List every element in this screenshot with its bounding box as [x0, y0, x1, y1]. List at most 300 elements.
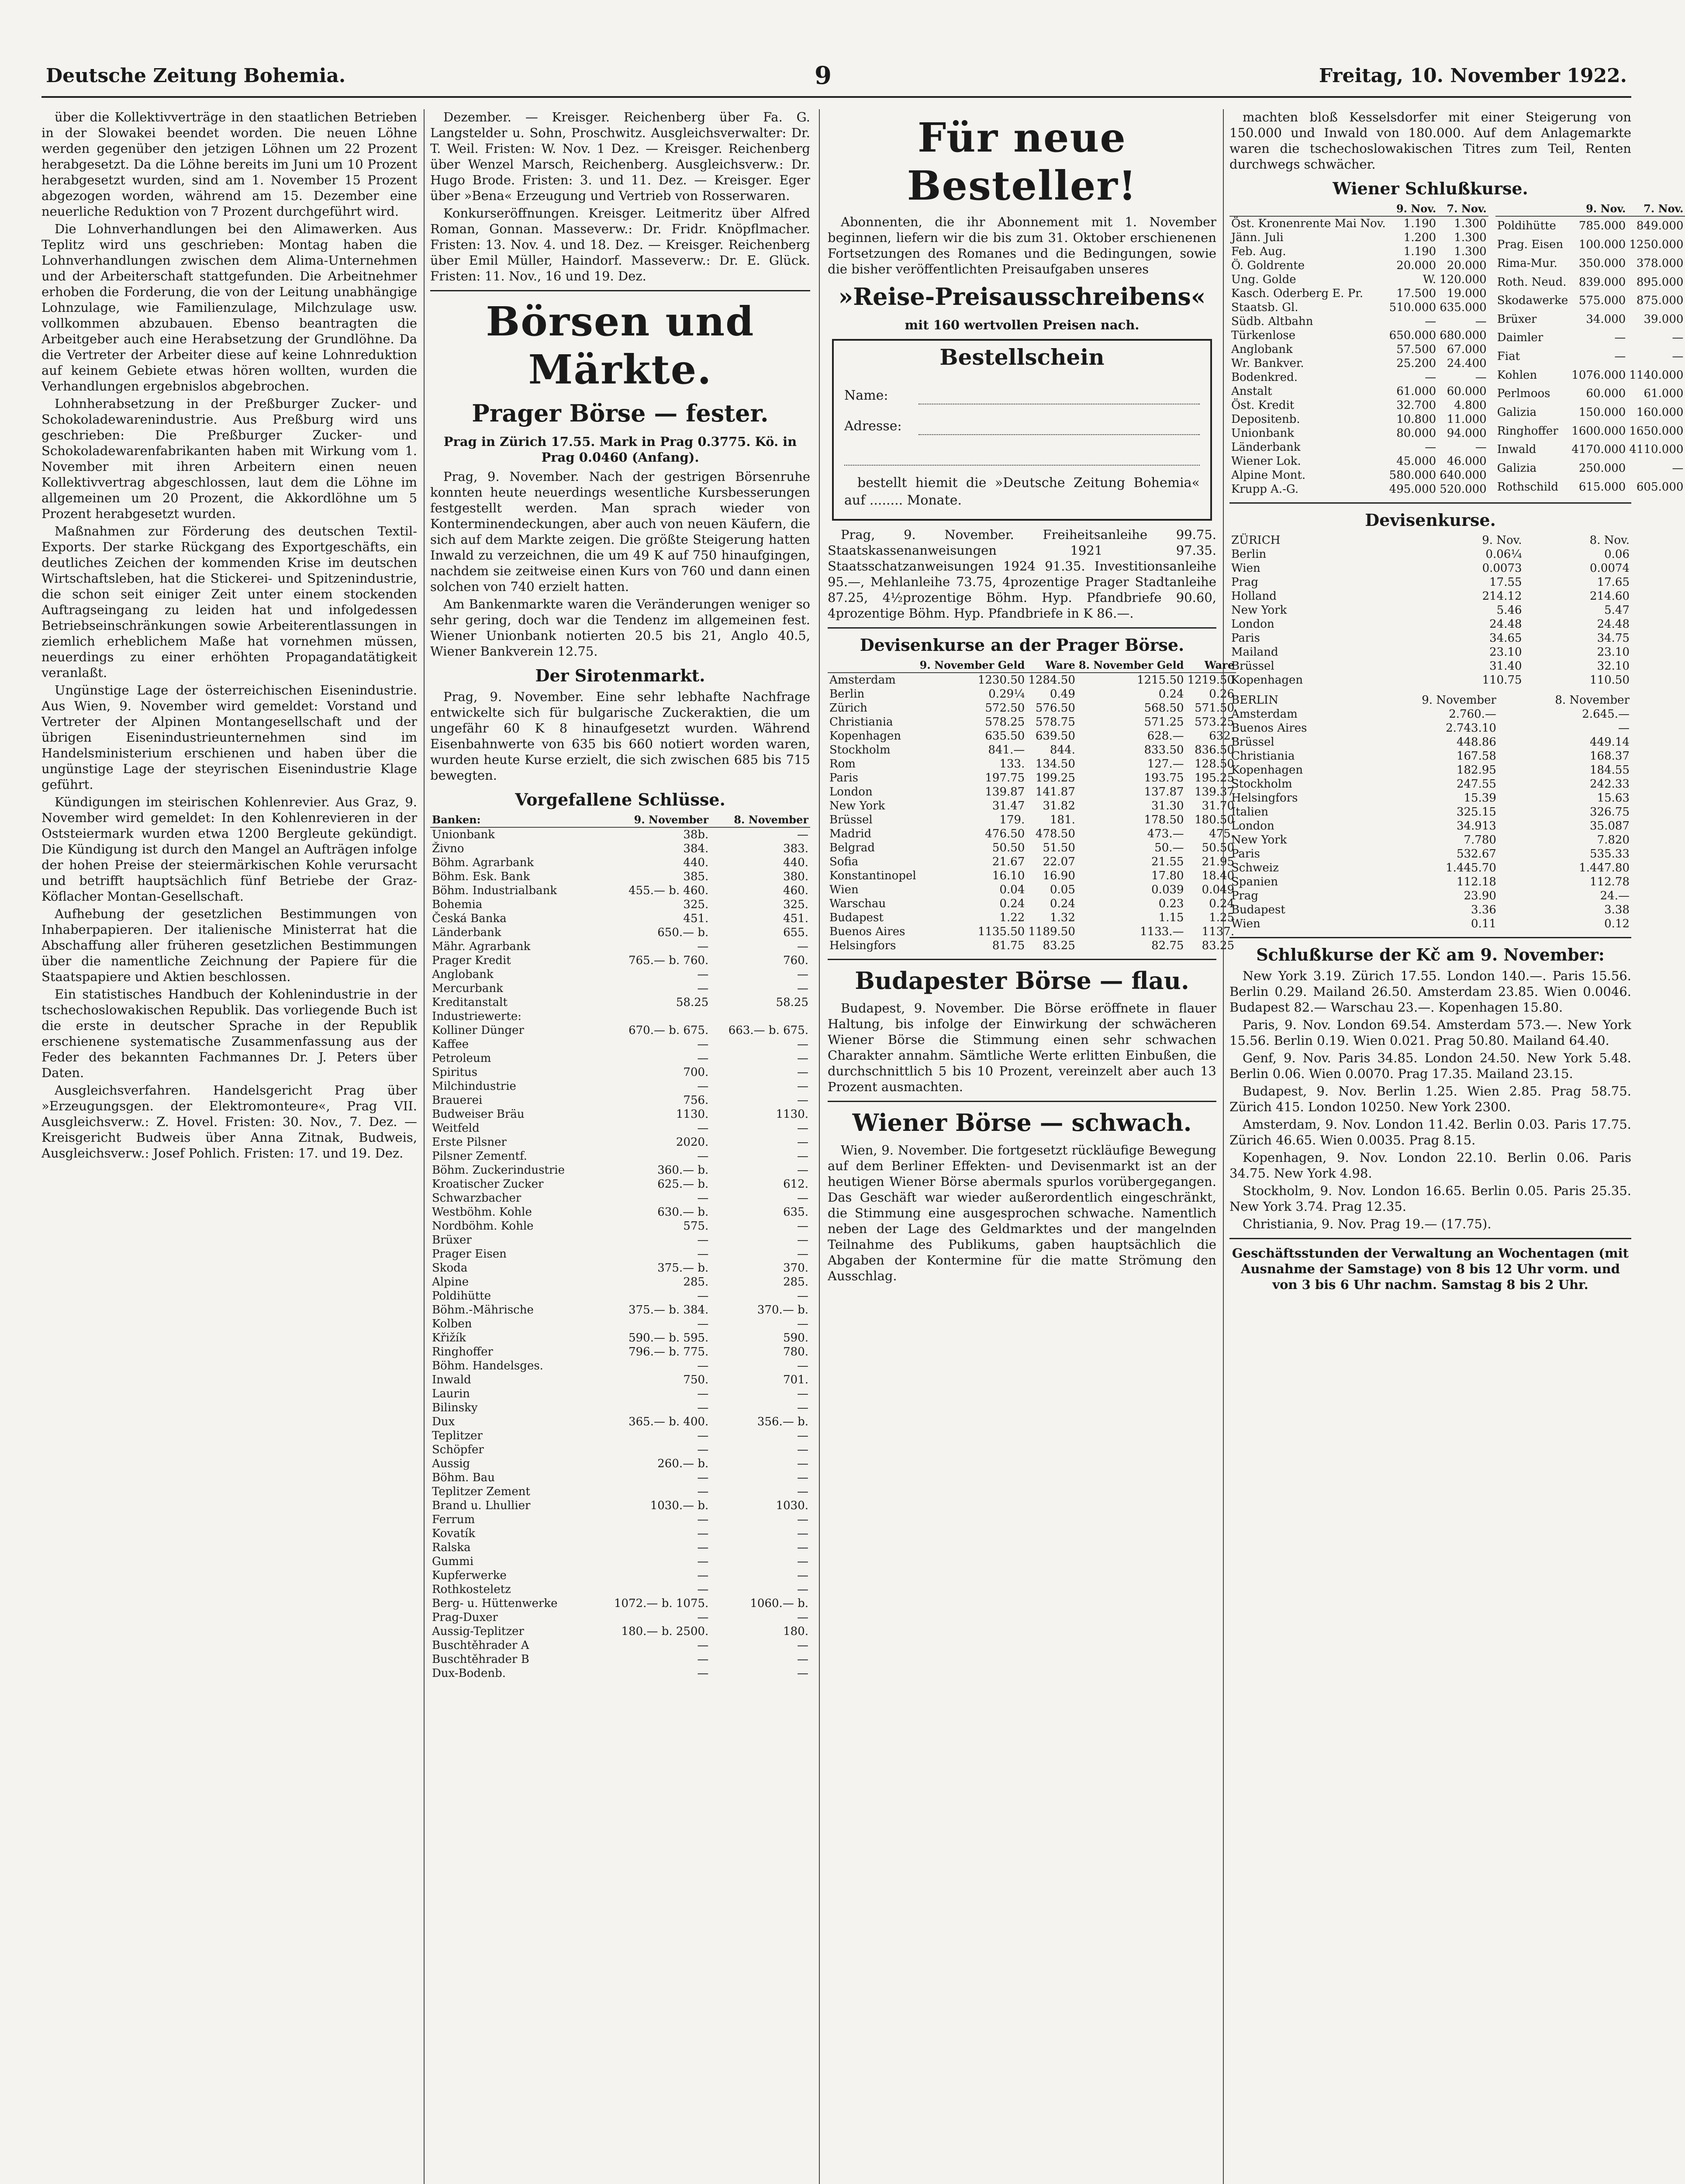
table-cell: Kroatischer Zucker: [432, 1178, 544, 1191]
table-cell: Anstalt: [1231, 385, 1272, 398]
table-cell: Ö. Goldrente: [1231, 259, 1305, 272]
article-paragraph: Kündigungen im steirischen Kohlenrevier. Aus Graz, 9. November wird gemeldet: In den Kohlenrevieren in der Oststeiermark wurden etwa 1200 Bergleute gekündigt. Die Kündigung ist durch den Mangel an Aufträgen infolge der hohen Preise der steiermärkischen Kohle verursacht und betrifft hauptsächlich fünf Betriebe der Graz-Köflacher Montan-Gesellschaft.: [41, 795, 417, 904]
column-2: [430, 109, 810, 2184]
market-paragraph: New York 3.19. Zürich 17.55. London 140.—. Paris 15.56. Berlin 0.29. Mailand 26.50. Amsterdam 23.85. Wien 0.0046. Budapest 82.— Warschau 23.—. Kopenhagen 15.80.: [1229, 968, 1631, 1015]
table-row: [828, 841, 1236, 855]
table-row: [430, 1191, 810, 1205]
table-cell: 1189.50: [1028, 925, 1075, 938]
table-cell: 2.760.—: [1449, 708, 1496, 721]
table-cell: Rothkosteletz: [432, 1583, 511, 1596]
order-name-line[interactable]: [844, 374, 1200, 404]
table-cell: 875.000: [1636, 294, 1684, 308]
table-cell: 475.: [1209, 827, 1235, 840]
table-cell: 841.—: [988, 743, 1025, 757]
table-cell: —: [797, 1094, 808, 1107]
table-row: [1229, 693, 1631, 707]
table-cell: 112.78: [1590, 875, 1630, 888]
table-cell: 285.: [783, 1275, 808, 1289]
table-cell: 24.48: [1597, 618, 1630, 631]
table-cell: 214.12: [1482, 590, 1522, 603]
table-cell: —: [797, 1583, 808, 1596]
table-row: [1229, 917, 1631, 931]
table-cell: 495.000: [1389, 483, 1436, 496]
kc-closing-title: Schlußkurse der Kč am 9. November:: [1256, 945, 1605, 964]
table-cell: 1650.000: [1629, 424, 1684, 438]
closing-table: [430, 813, 810, 1680]
table-cell: 325.: [783, 898, 808, 911]
table-row: [1229, 342, 1488, 356]
table-cell: Prag: [1231, 576, 1259, 589]
table-cell: ZÜRICH: [1231, 534, 1281, 547]
table-row: [828, 701, 1236, 715]
table-cell: Ferrum: [432, 1513, 475, 1526]
table-cell: Budapest: [1231, 903, 1285, 916]
table-row: [828, 911, 1236, 925]
table-cell: 1.190: [1403, 217, 1436, 230]
table-cell: 590.: [783, 1331, 808, 1344]
table-cell: 25.200: [1396, 357, 1436, 370]
table-cell: —: [697, 1150, 709, 1163]
table-cell: 575.000: [1578, 294, 1626, 308]
table-cell: —: [1614, 350, 1626, 363]
table-cell: 760.: [783, 954, 808, 967]
table-cell: Kolben: [432, 1317, 472, 1330]
table-cell: 839.000: [1578, 275, 1626, 289]
table-cell: —: [697, 1653, 709, 1666]
table-cell: 476.50: [985, 827, 1025, 840]
table-cell: 473.—: [1147, 827, 1184, 840]
table-cell: Buschtěhrader B: [432, 1653, 529, 1666]
table-cell: —: [697, 1080, 709, 1093]
table-cell: —: [1425, 371, 1436, 384]
table-cell: Anglobank: [1231, 343, 1293, 356]
table-row: [1229, 575, 1631, 589]
table-cell: Amsterdam: [1231, 708, 1298, 721]
table-cell: 1600.000: [1571, 424, 1626, 438]
table-cell: —: [697, 1248, 709, 1261]
table-cell: Wien: [829, 883, 859, 896]
table-cell: Inwald: [1497, 443, 1537, 456]
table-cell: 1.25: [1209, 911, 1235, 924]
table-cell: 51.50: [1043, 841, 1075, 854]
table-cell: Rima-Mur.: [1497, 256, 1557, 270]
table-row: [430, 1485, 810, 1499]
table-cell: 478.50: [1035, 827, 1075, 840]
table-cell: 0.24: [999, 897, 1025, 910]
table-row: [430, 1023, 810, 1037]
table-row: [430, 1499, 810, 1513]
table-cell: Kopenhagen: [1231, 764, 1303, 777]
table-row: [430, 898, 810, 912]
table-cell: 18.40: [1202, 869, 1235, 882]
table-cell: —: [797, 1555, 808, 1568]
table-row: [430, 827, 810, 842]
table-cell: Westböhm. Kohle: [432, 1206, 532, 1219]
order-name-field[interactable]: [918, 390, 1200, 404]
table-cell: 20.000: [1396, 259, 1436, 272]
order-extra-field[interactable]: [844, 452, 1200, 466]
table-cell: —: [697, 1122, 709, 1135]
table-cell: 590.— b. 595.: [628, 1331, 709, 1344]
table-cell: 448.86: [1456, 736, 1496, 749]
table-row: [430, 1233, 810, 1247]
table-row: [1229, 673, 1631, 687]
table-cell: 167.58: [1456, 750, 1496, 763]
table-cell: 0.039: [1151, 883, 1184, 896]
table-cell: 110.75: [1482, 674, 1522, 687]
table-cell: Galizia: [1497, 406, 1537, 419]
table-row: [1495, 384, 1685, 403]
table-cell: 440.: [683, 856, 709, 869]
table-cell: 34.913: [1456, 819, 1496, 833]
table-cell: Alpine Mont.: [1231, 469, 1306, 482]
office-hours: Geschäftsstunden der Verwaltung an Wochentagen (mit Ausnahme der Samstage) von 8 bis 12 Uhr vorm. und von 3 bis 6 Uhr nachm. Samstag 8 bis 2 Uhr.: [1232, 1246, 1629, 1292]
table-cell: 1137.: [1202, 925, 1235, 938]
table-cell: 81.75: [992, 939, 1025, 952]
table-cell: 578.25: [985, 715, 1025, 729]
table-cell: 572.50: [985, 702, 1025, 715]
table-cell: 670.— b. 675.: [628, 1024, 709, 1037]
table-cell: Türkenlose: [1231, 329, 1296, 342]
table-cell: 120.000: [1440, 273, 1487, 286]
table-row: [828, 939, 1236, 953]
table-cell: 510.000: [1389, 301, 1436, 314]
table-cell: 1030.— b.: [650, 1499, 709, 1512]
table-row: [828, 673, 1236, 687]
table-cell: 0.0073: [1482, 562, 1522, 575]
closing-table-title: Vorgefallene Schlüsse.: [515, 790, 725, 809]
divider: [1229, 502, 1631, 504]
table-cell: 7.780: [1464, 833, 1496, 847]
table-row: [430, 1275, 810, 1289]
table-cell: —: [797, 1052, 808, 1065]
table-cell: Öst. Kredit: [1231, 399, 1295, 412]
table-cell: London: [1231, 618, 1274, 631]
table-row: [430, 968, 810, 981]
table-cell: 612.: [783, 1178, 808, 1191]
table-row: [430, 1303, 810, 1317]
table-cell: 383.: [783, 842, 808, 855]
table-cell: 1.190: [1403, 245, 1436, 258]
table-cell: Berg- u. Hüttenwerke: [432, 1597, 558, 1610]
table-cell: Bilinsky: [432, 1401, 478, 1414]
table-cell: —: [697, 1289, 709, 1303]
table-cell: Belgrad: [829, 841, 875, 854]
table-cell: Südb. Altbahn: [1231, 315, 1313, 328]
table-row: [430, 1373, 810, 1387]
table-row: [1229, 721, 1631, 735]
table-row: [1495, 291, 1685, 310]
table-row: [430, 1527, 810, 1541]
table-cell: —: [797, 1164, 808, 1177]
table-row: [430, 1555, 810, 1569]
table-row: [1229, 426, 1488, 440]
vienna-closing-tables: [1229, 202, 1684, 496]
table-cell: Staatsb. Gl.: [1231, 301, 1298, 314]
table-row: [1229, 749, 1631, 763]
table-header: 9. Nov.: [1570, 202, 1627, 216]
table-cell: Buenos Aires: [1231, 722, 1307, 735]
divider: [1229, 1238, 1631, 1239]
table-cell: 1284.50: [1028, 674, 1075, 687]
table-cell: —: [697, 1639, 709, 1652]
table-cell: 370.: [783, 1261, 808, 1275]
table-row: [1229, 805, 1631, 819]
table-cell: 100.000: [1578, 238, 1626, 252]
table-cell: 110.50: [1590, 674, 1630, 687]
table-cell: —: [1614, 331, 1626, 345]
table-cell: Petroleum: [432, 1052, 491, 1065]
table-cell: 796.— b. 775.: [628, 1345, 709, 1358]
table-cell: 325.15: [1456, 805, 1496, 819]
article-paragraph: Lohnherabsetzung in der Preßburger Zucker- und Schokoladewarenindustrie. Aus Preßburg wird uns geschrieben: Die Preßburger Zucker- und Schokoladewarenfabrikanten haben mit Wirkung vom 1. November mit ihren Arbeitern einen neuen Kollektivvertrag abgeschlossen, laut dem die Löhne im allgemeinen um 20 Prozent, die Akkordlöhne um 5 Prozent herabgesetzt wurden.: [41, 396, 417, 521]
table-row: [828, 855, 1236, 869]
table-row: [1229, 645, 1631, 659]
table-cell: Mercurbank: [432, 982, 503, 995]
table-cell: Böhm. Handelsges.: [432, 1359, 543, 1372]
table-row: [1229, 231, 1488, 245]
table-row: [430, 1652, 810, 1666]
table-cell: 0.24: [1158, 688, 1184, 701]
article-paragraph: Ein statistisches Handbuch der Kohlenindustrie in der tschechoslowakischen Republik. Das vorliegende Buch ist die erste in deutscher Sprache in der Republik erschienene systematische Zusammenfassung aus der Feder des bekannten Fachmannes Dr. J. Peters über Daten.: [41, 987, 417, 1080]
table-cell: Bodenkred.: [1231, 371, 1298, 384]
table-row: [1229, 659, 1631, 673]
order-blank-line[interactable]: [844, 435, 1200, 466]
article-paragraph: Am Bankenmarkte waren die Veränderungen weniger so sehr gering, doch war die Tendenz im allgemeinen fest. Wiener Unionbank notierten 20.5 bis 21, Anglo 40.5, Wiener Bankverein 12.75.: [430, 597, 810, 659]
table-cell: Poldihütte: [432, 1289, 491, 1303]
table-cell: —: [797, 1080, 808, 1093]
table-cell: Kopenhagen: [1231, 674, 1303, 687]
table-cell: 50.—: [1154, 841, 1184, 854]
table-cell: Zürich: [829, 702, 867, 715]
table-row: [1229, 533, 1631, 547]
column-rule: [819, 109, 820, 2184]
table-cell: 61.000: [1396, 385, 1436, 398]
table-cell: 756.: [683, 1094, 709, 1107]
table-row: [1229, 328, 1488, 342]
table-cell: 1130.: [676, 1108, 709, 1121]
table-cell: 83.25: [1202, 939, 1235, 952]
table-cell: 58.25: [676, 996, 709, 1009]
table-cell: 45.000: [1396, 455, 1436, 468]
table-row: [1229, 547, 1631, 561]
article-paragraph: Prag, 9. November. Freiheitsanleihe 99.75. Staatskassenanweisungen 1921 97.35. Staatsschatzanweisungen 1924 91.35. Investitionsanleihe 95.—, Mehlanleihe 73.75, 4prozentige Prager Stadtanleihe 87.25, 4½prozentige Böhm. Hyp. Pfandbriefe 90.60, 4prozentige Böhm. Hyp. Pfandbriefe in K 86.—.: [828, 527, 1216, 621]
table-cell: 0.06¼: [1485, 548, 1522, 561]
zurich-table: [1229, 533, 1631, 687]
table-row: [828, 883, 1236, 897]
table-cell: 844.: [1050, 743, 1075, 757]
table-cell: 5.47: [1604, 604, 1630, 617]
table-cell: 242.33: [1590, 778, 1630, 791]
table-cell: Kaffee: [432, 1038, 469, 1051]
table-row: [1229, 889, 1631, 903]
table-cell: Unionbank: [1231, 427, 1295, 440]
table-cell: Rothschild: [1497, 480, 1559, 494]
table-header: 8. November: [710, 813, 810, 827]
table-cell: 10.800: [1396, 413, 1436, 426]
market-paragraph: Kopenhagen, 9. Nov. London 22.10. Berlin 0.06. Paris 34.75. New York 4.98.: [1229, 1150, 1631, 1181]
table-cell: 31.40: [1489, 660, 1522, 673]
table-row: [430, 1541, 810, 1555]
table-cell: —: [1475, 315, 1487, 328]
table-cell: 1.15: [1158, 911, 1184, 924]
table-cell: Anglobank: [432, 968, 494, 981]
table-row: [828, 869, 1236, 883]
article-paragraph: Dezember. — Kreisger. Reichenberg über Fa. G. Langstelder u. Sohn, Proschwitz. Ausgleichsverwalter: Dr. T. Weil. Fristen: W. Nov. 1 Dez. — Kreisger. Reichenberg über Wenzel Marsch, Reichenberg. Ausgleichsverw.: Dr. Hugo Brode. Fristen: 3. und 11. Dez. — Kreisger. Eger über »Bena« Erzeugung und Vertrieb von Rosserwaren.: [430, 110, 810, 203]
table-cell: 16.10: [992, 869, 1025, 882]
table-cell: —: [797, 1150, 808, 1163]
table-cell: —: [1618, 722, 1630, 735]
table-cell: [593, 1009, 710, 1023]
table-cell: Sofia: [829, 855, 859, 868]
table-cell: 31.70: [1202, 799, 1235, 812]
table-cell: 1219.50: [1187, 674, 1235, 687]
table-row: [1229, 631, 1631, 645]
vienna-closing-table-right: [1495, 202, 1685, 496]
table-cell: 21.95: [1202, 855, 1235, 868]
table-row: [430, 1666, 810, 1680]
table-row: [430, 1107, 810, 1121]
table-row: [1229, 287, 1488, 301]
order-form-text: bestellt hiemit die »Deutsche Zeitung Bohemia« auf ........ Monate.: [844, 475, 1200, 508]
table-row: [1495, 422, 1685, 440]
table-row: [1229, 903, 1631, 917]
table-cell: —: [797, 1359, 808, 1372]
table-row: [1229, 847, 1631, 861]
table-cell: Roth. Neud.: [1497, 275, 1567, 289]
table-cell: Holland: [1231, 590, 1277, 603]
vienna-title: Wiener Börse — schwach.: [852, 1109, 1192, 1137]
table-row: [828, 897, 1236, 911]
table-cell: —: [1475, 371, 1487, 384]
table-cell: 199.25: [1035, 771, 1075, 784]
table-cell: 640.000: [1440, 469, 1487, 482]
table-cell: Perlmoos: [1497, 387, 1550, 401]
table-cell: Böhm. Agrarbank: [432, 856, 534, 869]
table-cell: 0.0074: [1590, 562, 1630, 575]
table-cell: Fiat: [1497, 350, 1520, 363]
table-cell: —: [797, 828, 808, 841]
table-row: [828, 715, 1236, 729]
table-cell: 160.000: [1636, 406, 1684, 419]
table-row: [430, 1624, 810, 1638]
table-row: [1229, 833, 1631, 847]
table-row: [430, 1149, 810, 1163]
table-cell: 655.: [783, 926, 808, 939]
table-row: [430, 1443, 810, 1457]
article-paragraph: Die Lohnverhandlungen bei den Alimawerken. Aus Teplitz wird uns geschrieben: Montag haben die Lohnverhandlungen zwischen dem Alima-Unternehmen und der Arbeiterschaft stattgefunden. Die Arbeitnehmer erhoben die Forderung, die von der Leitung unabhängige Lohnzulage, wie Familienzulage, Milchzulage usw. vollkommen abzubauen. Ebenso beantragten die Arbeitgeber auch eine Herabsetzung der Grundlöhne. Da die Vertreter der Arbeiter diese auf keine Lohnreduktion auf keinem Gebiete etwas hören wollten, wurden die Verhandlungen ergebnislos abgebrochen.: [41, 221, 417, 394]
table-cell: Konstantinopel: [829, 869, 916, 882]
table-cell: 1.445.70: [1446, 861, 1496, 874]
table-cell: Dux-Bodenb.: [432, 1667, 506, 1680]
table-cell: 635.: [783, 1206, 808, 1219]
table-row: [1229, 482, 1488, 496]
table-cell: 1060.— b.: [750, 1597, 808, 1610]
market-paragraph: Budapest, 9. Nov. Berlin 1.25. Wien 2.85. Prag 58.75. Zürich 415. London 10250. New York 2300.: [1229, 1084, 1631, 1114]
table-row: [430, 1205, 810, 1219]
table-cell: Länderbank: [432, 926, 501, 939]
table-cell: 112.18: [1456, 875, 1496, 888]
table-cell: 0.29¼: [988, 688, 1025, 701]
table-row: [430, 870, 810, 884]
devisen-title: Devisenkurse an der Prager Börse.: [860, 635, 1184, 655]
table-cell: —: [697, 1192, 709, 1205]
table-cell: Alpine: [432, 1275, 469, 1289]
foreign-devisen-title: Devisenkurse.: [1365, 510, 1496, 530]
table-cell: Wien: [1231, 562, 1260, 575]
table-row: [828, 813, 1236, 827]
table-cell: 23.90: [1464, 889, 1496, 902]
column-rule: [424, 109, 425, 2184]
table-cell: Laurin: [432, 1387, 470, 1400]
order-address-line[interactable]: [844, 404, 1200, 435]
table-header: 7. Nov.: [1438, 202, 1488, 216]
table-row: [1495, 310, 1685, 329]
table-cell: 128.50: [1195, 757, 1235, 771]
table-cell: Ralska: [432, 1541, 471, 1554]
table-cell: 635.000: [1440, 301, 1487, 314]
table-row: [430, 1065, 810, 1079]
table-row: [1229, 617, 1631, 631]
table-row: [430, 995, 810, 1009]
table-cell: Kolliner Dünger: [432, 1024, 524, 1037]
table-cell: 571.25: [1144, 715, 1184, 729]
table-row: [1495, 403, 1685, 422]
table-cell: 650.— b.: [657, 926, 709, 939]
table-cell: Italien: [1231, 805, 1268, 819]
table-row: [430, 1121, 810, 1135]
table-cell: —: [697, 1471, 709, 1484]
table-cell: Prager Eisen: [432, 1248, 507, 1261]
table-cell: Prag: [1231, 889, 1259, 902]
table-cell: 780.: [783, 1345, 808, 1358]
table-cell: 5.46: [1496, 604, 1522, 617]
table-row: [1229, 412, 1488, 426]
table-cell: Amsterdam: [829, 674, 896, 687]
table-row: [430, 954, 810, 968]
table-cell: 0.12: [1604, 917, 1630, 930]
table-row: [430, 1261, 810, 1275]
table-cell: 580.000: [1389, 469, 1436, 482]
table-cell: 31.47: [992, 799, 1025, 812]
table-cell: 80.000: [1396, 427, 1436, 440]
table-cell: Berlin: [1231, 548, 1267, 561]
table-header: 9. November Geld: [918, 658, 1027, 673]
table-cell: —: [697, 1569, 709, 1582]
table-cell: —: [697, 1485, 709, 1498]
table-cell: 4170.000: [1571, 443, 1626, 456]
table-cell: Poldihütte: [1497, 219, 1556, 233]
table-cell: Berlin: [829, 688, 865, 701]
table-row: [1229, 273, 1488, 287]
table-cell: Brüssel: [829, 813, 873, 826]
table-cell: Brand u. Lhullier: [432, 1499, 531, 1512]
table-cell: —: [697, 1401, 709, 1414]
table-cell: 1140.000: [1629, 368, 1684, 382]
table-row: [1229, 245, 1488, 259]
table-cell: Kohlen: [1497, 368, 1537, 382]
table-row: [430, 1135, 810, 1149]
table-cell: 360.— b.: [657, 1164, 709, 1177]
order-address-field[interactable]: [918, 421, 1200, 435]
table-cell: 365.— b. 400.: [628, 1415, 709, 1428]
article-paragraph: Maßnahmen zur Förderung des deutschen Textil-Exports. Der starke Rückgang des Exportgeschäfts, ein deutliches Zeichen der kommenden Krise im deutschen Wirtschaftsleben, hat die Stickerei- und Spitzenindustrie, die schon seit einiger Zeit unter einem stockenden Auftragseingang zu leiden hat und infolgedessen Betriebseinschränkungen sowie Arbeiterentlassungen in ziemlich erheblichem Maße hat vornehmen müssen, neuerdings zu einer erhöhten Propagandatätigkeit veranlaßt.: [41, 524, 417, 680]
table-cell: Ringhoffer: [1497, 424, 1558, 438]
table-cell: Kopenhagen: [829, 729, 901, 743]
table-cell: Česká Banka: [432, 912, 507, 925]
table-row: [1229, 216, 1488, 231]
sugar-market-title: Der Sirotenmarkt.: [535, 666, 705, 685]
